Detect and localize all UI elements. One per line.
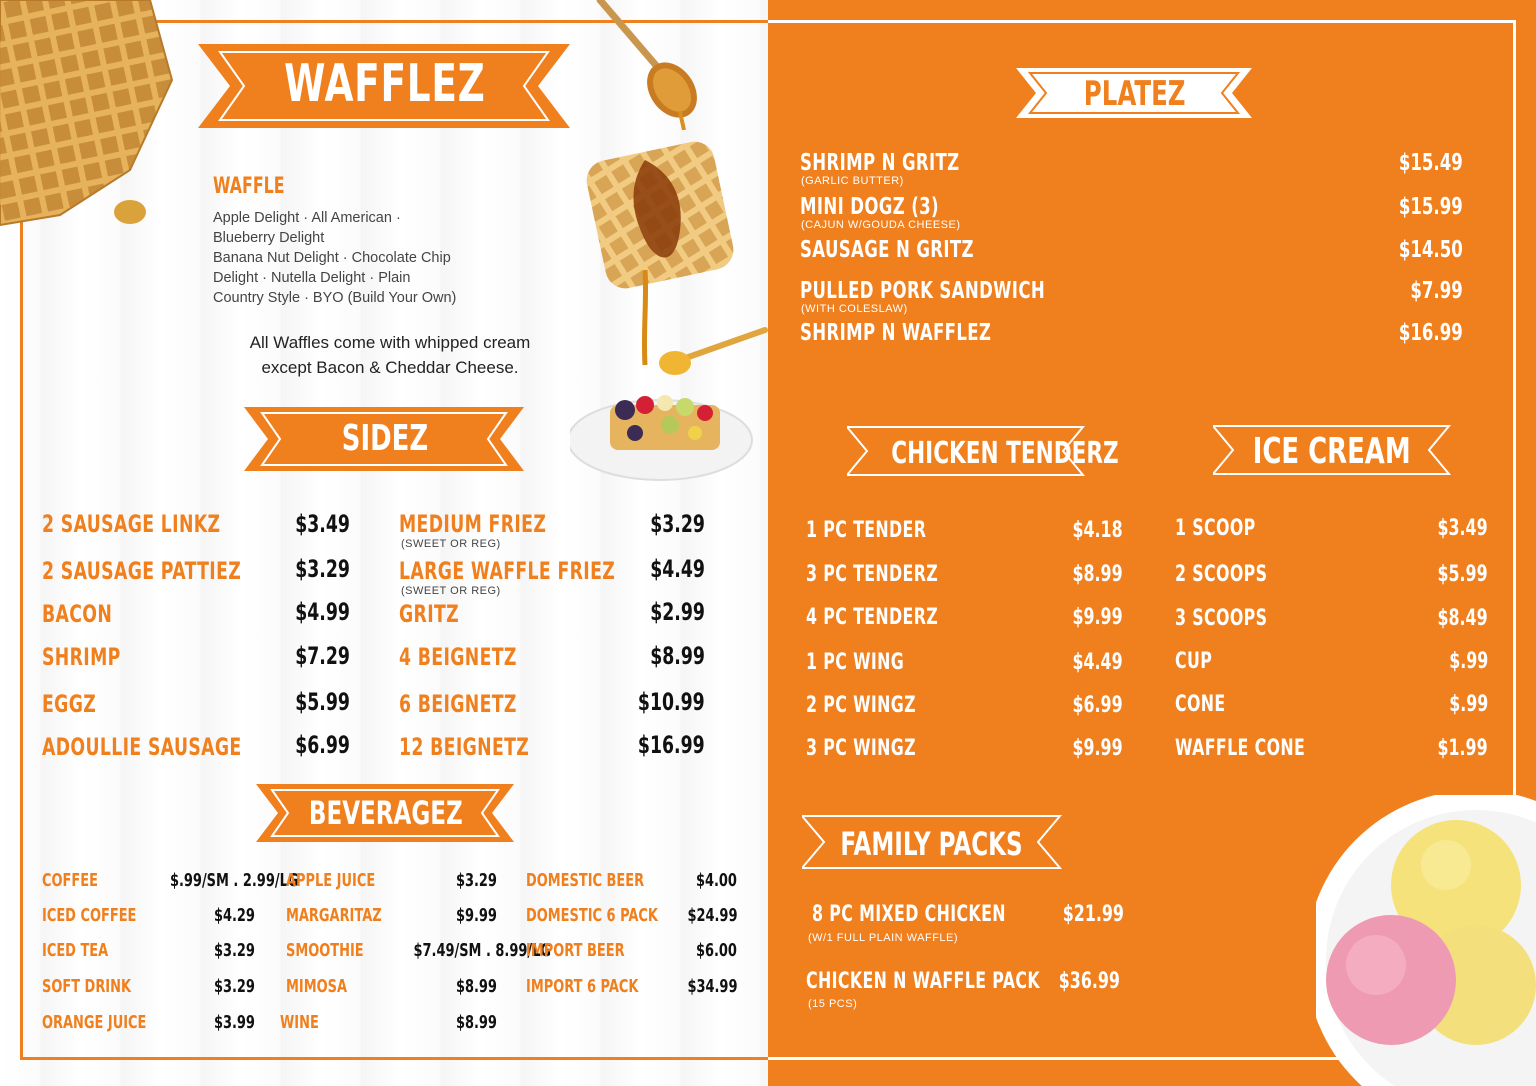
ice-cream-banner xyxy=(1213,424,1451,476)
item-price: $16.99 xyxy=(1399,320,1463,346)
bev-name: COFFEE xyxy=(42,870,98,891)
sidez-price xyxy=(250,510,350,538)
item-price: $4.18 xyxy=(1072,518,1123,543)
chicken-tenderz-banner xyxy=(847,425,1119,477)
item-name: GRITZ xyxy=(399,600,460,628)
item-name: 3 PC WINGZ xyxy=(806,736,917,761)
bev-price: $3.29 xyxy=(456,870,497,891)
fruit-plate-image xyxy=(570,325,768,485)
item-name: MINI DOGZ (3) xyxy=(800,194,939,220)
bev-name: SOFT DRINK xyxy=(42,976,132,997)
item-subtext: (W/1 FULL PLAIN WAFFLE) xyxy=(808,932,959,944)
item-price: $6.99 xyxy=(295,731,350,759)
item-name: 4 BEIGNETZ xyxy=(399,643,517,671)
sidez-item xyxy=(399,600,482,628)
sidez-price xyxy=(605,555,705,583)
sidez-banner xyxy=(244,405,526,473)
item-name: 2 PC WINGZ xyxy=(806,693,917,718)
sidez-price xyxy=(250,688,350,716)
waffle-description xyxy=(213,208,533,308)
bev-name: IMPORT 6 PACK xyxy=(526,976,639,997)
waffle-heading-text: WAFFLE xyxy=(213,174,285,199)
item-name: PULLED PORK SANDWICH xyxy=(800,278,1046,304)
item-price: $21.99 xyxy=(1062,902,1124,927)
item-name: 12 BEIGNETZ xyxy=(399,733,530,761)
icecream-title: ICE CREAM xyxy=(1253,431,1411,472)
item-name: 2 SCOOPS xyxy=(1175,562,1268,587)
sidez-item xyxy=(42,600,139,628)
family-title: FAMILY PACKS xyxy=(840,825,1024,863)
sidez-item xyxy=(399,510,603,538)
sidez-item xyxy=(42,690,117,718)
sidez-item xyxy=(399,733,580,761)
beveragez-title: BEVERAGEZ xyxy=(309,794,463,832)
bev-price: $.99/SM . 2.99/LG xyxy=(169,870,299,891)
item-price: $3.29 xyxy=(650,510,705,538)
bev-price: $24.99 xyxy=(686,905,737,926)
item-name: CHICKEN N WAFFLE PACK xyxy=(806,969,1040,994)
tenderz-title: CHICKEN TENDERZ xyxy=(891,436,1119,471)
item-price: $.99 xyxy=(1448,649,1488,674)
sidez-title: SIDEZ xyxy=(341,418,429,459)
sidez-price xyxy=(605,598,705,626)
item-price: $2.99 xyxy=(650,598,705,626)
item-name: EGGZ xyxy=(42,690,97,718)
sidez-item xyxy=(42,643,151,671)
sidez-price xyxy=(250,731,350,759)
item-price: $4.49 xyxy=(1072,650,1123,675)
beveragez-banner xyxy=(256,782,516,844)
platez-banner xyxy=(1016,66,1254,120)
waffle-desc-line: Country Style · BYO (Build Your Own) xyxy=(213,290,457,306)
item-price: $8.99 xyxy=(650,642,705,670)
bev-name: ICED TEA xyxy=(42,940,109,961)
item-name: 8 PC MIXED CHICKEN xyxy=(812,902,1006,927)
item-subtext: (SWEET OR REG) xyxy=(401,585,501,597)
bev-name: DOMESTIC BEER xyxy=(526,870,645,891)
item-price: $6.99 xyxy=(1072,693,1123,718)
wafflez-banner xyxy=(198,42,572,130)
bev-price: $7.49/SM . 8.99/LG xyxy=(413,940,551,961)
item-name: WAFFLE CONE xyxy=(1175,736,1306,761)
bev-name: MIMOSA xyxy=(286,976,347,997)
sidez-price xyxy=(605,642,705,670)
item-name: 4 PC TENDERZ xyxy=(806,605,939,630)
item-name: 3 PC TENDERZ xyxy=(806,562,939,587)
item-price: $7.29 xyxy=(295,642,350,670)
sidez-item xyxy=(399,690,563,718)
waffle-note-line: All Waffles come with whipped cream xyxy=(249,333,531,352)
item-price: $15.99 xyxy=(1399,194,1463,220)
sidez-price xyxy=(250,598,350,626)
item-price: $4.49 xyxy=(650,555,705,583)
item-price: $7.99 xyxy=(1410,278,1463,304)
item-name: MEDIUM FRIEZ xyxy=(399,510,547,538)
item-price: $16.99 xyxy=(638,731,705,759)
item-price: $3.49 xyxy=(295,510,350,538)
item-price: $15.49 xyxy=(1399,150,1463,176)
bev-price: $4.00 xyxy=(696,870,737,891)
item-subtext: (WITH COLESLAW) xyxy=(801,303,908,315)
wafflez-title: WAFFLEZ xyxy=(284,54,486,114)
item-price: $5.99 xyxy=(1437,562,1488,587)
sidez-price xyxy=(250,642,350,670)
bev-price: $6.00 xyxy=(696,940,737,961)
honey-dipper-image xyxy=(580,0,710,130)
item-name: LARGE WAFFLE FRIEZ xyxy=(399,557,616,585)
sidez-price xyxy=(605,731,705,759)
item-name: 1 PC TENDER xyxy=(806,518,927,543)
item-name: SAUSAGE N GRITZ xyxy=(800,237,974,263)
waffle-desc-line: Delight · Nutella Delight · Plain xyxy=(213,270,411,286)
item-price: $8.99 xyxy=(1072,562,1123,587)
item-name: BACON xyxy=(42,600,113,628)
waffle-desc-line: Apple Delight · All American · xyxy=(213,210,401,226)
item-name: CONE xyxy=(1175,692,1226,717)
bev-name: DOMESTIC 6 PACK xyxy=(526,905,658,926)
item-name: CUP xyxy=(1175,649,1213,674)
item-name: SHRIMP N GRITZ xyxy=(800,150,960,176)
sidez-price xyxy=(605,510,705,538)
bev-name: ORANGE JUICE xyxy=(42,1012,147,1033)
bev-price: $3.99 xyxy=(214,1012,255,1033)
item-price: $14.50 xyxy=(1399,237,1463,263)
bev-price: $8.99 xyxy=(456,976,497,997)
item-price: $3.49 xyxy=(1437,516,1488,541)
platez-title: PLATEZ xyxy=(1084,74,1186,114)
item-price: $8.49 xyxy=(1437,606,1488,631)
item-price: $.99 xyxy=(1448,692,1488,717)
item-name: 1 SCOOP xyxy=(1175,516,1256,541)
ice-cream-bowl-image xyxy=(1316,795,1536,1086)
bev-name: APPLE JUICE xyxy=(286,870,376,891)
bev-price: $8.99 xyxy=(456,1012,497,1033)
item-name: SHRIMP xyxy=(42,643,121,671)
item-name: 2 SAUSAGE PATTIEZ xyxy=(42,557,242,585)
waffle-heading xyxy=(213,174,312,199)
item-subtext: (CAJUN W/GOUDA CHEESE) xyxy=(801,219,961,231)
item-name: SHRIMP N WAFFLEZ xyxy=(800,320,992,346)
item-name: ADOULLIE SAUSAGE xyxy=(42,733,242,761)
right-page xyxy=(768,0,1536,1086)
bev-price: $9.99 xyxy=(456,905,497,926)
item-price: $5.99 xyxy=(295,688,350,716)
item-name: 2 SAUSAGE LINKZ xyxy=(42,510,221,538)
item-price: $9.99 xyxy=(1072,605,1123,630)
waffle-stack-image xyxy=(0,0,175,235)
bev-name: IMPORT BEER xyxy=(526,940,625,961)
item-price: $4.99 xyxy=(295,598,350,626)
bev-price: $3.29 xyxy=(214,976,255,997)
sidez-price xyxy=(605,688,705,716)
sidez-item xyxy=(399,643,563,671)
item-price: $1.99 xyxy=(1437,736,1488,761)
waffle-note-line: except Bacon & Cheddar Cheese. xyxy=(261,358,519,377)
bev-name: ICED COFFEE xyxy=(42,905,137,926)
bev-price: $34.99 xyxy=(686,976,737,997)
waffle-desc-line: Blueberry Delight xyxy=(213,230,325,246)
waffle-note xyxy=(200,330,580,380)
item-price: $36.99 xyxy=(1058,969,1120,994)
family-packs-banner xyxy=(802,814,1062,870)
item-price: $9.99 xyxy=(1072,736,1123,761)
sidez-price xyxy=(250,555,350,583)
bev-name: MARGARITAZ xyxy=(286,905,382,926)
item-name: 6 BEIGNETZ xyxy=(399,690,517,718)
bev-name: SMOOTHIE xyxy=(286,940,364,961)
item-price: $10.99 xyxy=(638,688,705,716)
bev-name: WINE xyxy=(280,1012,319,1033)
item-name: 3 SCOOPS xyxy=(1175,606,1268,631)
waffle-desc-line: Banana Nut Delight · Chocolate Chip xyxy=(213,250,451,266)
item-subtext: (GARLIC BUTTER) xyxy=(801,175,904,187)
item-price: $3.29 xyxy=(295,555,350,583)
bev-price: $4.29 xyxy=(214,905,255,926)
bev-price: $3.29 xyxy=(214,940,255,961)
item-subtext: (15 PCS) xyxy=(808,998,858,1010)
item-name: 1 PC WING xyxy=(806,650,905,675)
item-subtext: (SWEET OR REG) xyxy=(401,538,501,550)
